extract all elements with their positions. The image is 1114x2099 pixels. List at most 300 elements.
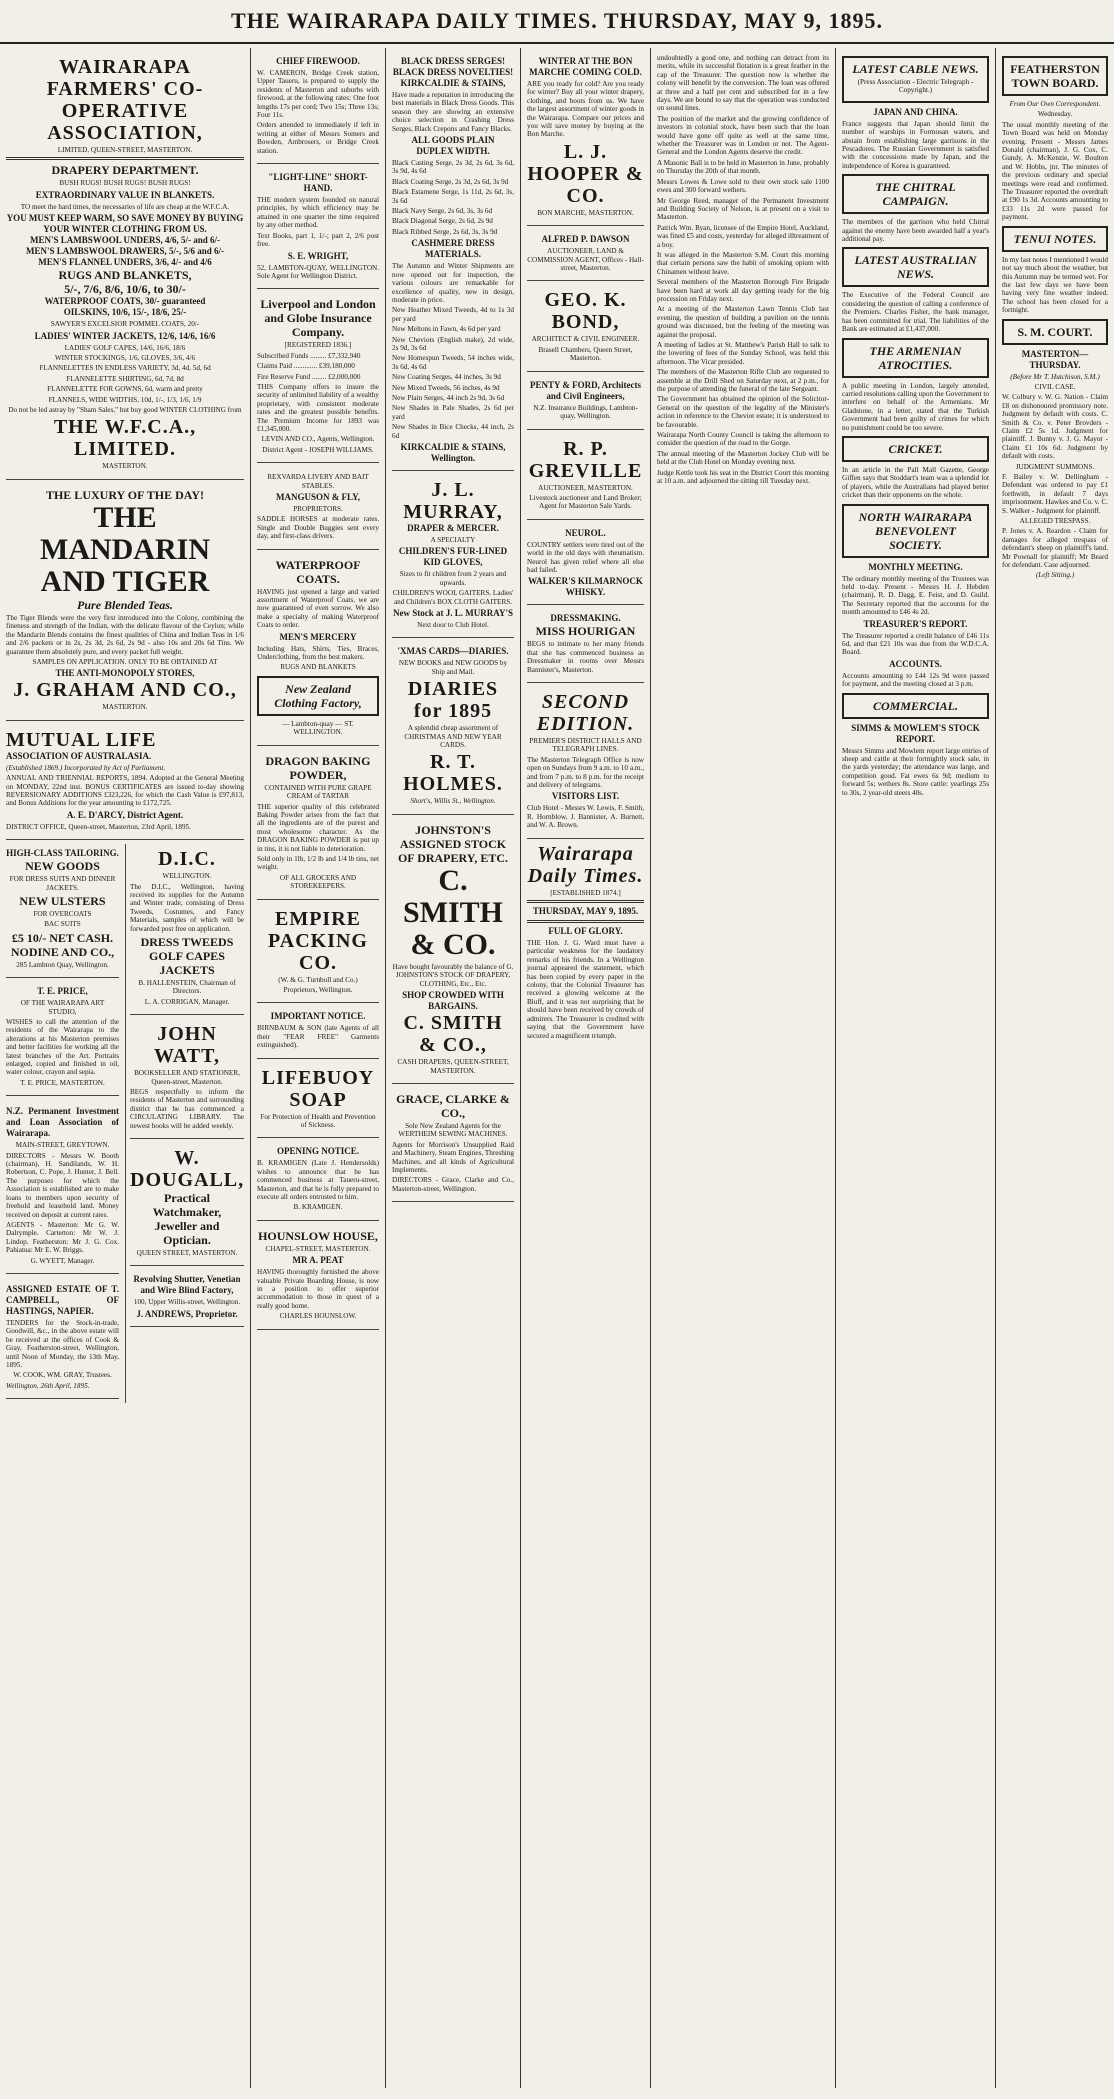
bond-sub: ARCHITECT & CIVIL ENGINEER.	[531, 335, 640, 344]
serge-line-6: Black Ribbed Serge, 2s 6d, 3s, 3s 9d	[392, 227, 498, 236]
penty-addr: N.Z. Insurance Buildings, Lambton-quay, Wellington.	[533, 403, 638, 421]
smith-body: Have bought favourably the balance of G. JOHNSTON'S STOCK OF DRAPERY, CLOTHING, Etc., Etc.	[392, 962, 514, 988]
watt-name: JOHN WATT,	[154, 1023, 220, 1068]
neurol-advert	[527, 524, 644, 606]
insurance-line-1: Subscribed Funds ......... £7,332,940	[257, 351, 361, 360]
dougall-addr: QUEEN STREET, MASTERTON.	[136, 1249, 238, 1258]
cash-line-4: New Homespun Tweeds, 54 inches wide, 3s 6d, 4s 6d	[392, 354, 514, 371]
price-body: WISHES to call the attention of the residents of the Wairarapa to the alterations at his Masterton premises and better facilities for working all the latest branches of the Art. Portraits enlarged, copied and finished in oil, water colour, crayon and sepia.	[6, 1018, 119, 1077]
dic-title: D.I.C.	[158, 848, 216, 871]
murray-specialty: A SPECIALTY	[430, 536, 476, 544]
bon-marche-advert	[527, 52, 644, 226]
anti-monopoly: THE ANTI-MONOPOLY STORES,	[55, 668, 195, 679]
news-para-1: undoubtedly a good one, and nothing can detract from its merits, while its successful flotation is a great feather in the cap of the Treasurer. The question now is whether the colony will benefit by the conversion. The loan was offered at three and a half per cent and subscribed for in a few days. We are bound to say that the operation was conducted on sound lines.	[657, 54, 829, 113]
cash-line-3: New Cheviots (English make), 2d wide, 2s 9d, 3s 6d	[392, 335, 514, 352]
price-line-3: MEN'S FLANNEL UNDERS, 3/6, 4/- and 4/6	[38, 257, 212, 268]
graham-name: J. GRAHAM AND CO.,	[13, 679, 237, 702]
dic-jackets: JACKETS	[159, 963, 215, 977]
new-ulsters: NEW ULSTERS	[19, 893, 106, 908]
price-line-8: SAWYER'S EXCELSIOR POMMEL COATS, 20/-	[50, 320, 200, 329]
price-school: OF THE WAIRARAPA ART STUDIO,	[20, 999, 105, 1016]
price-close: T. E. PRICE, MASTERTON.	[20, 1078, 105, 1087]
split-row	[6, 844, 244, 1403]
lifebuoy-advert	[257, 1063, 379, 1139]
wfca-town: MASTERTON.	[102, 462, 148, 471]
wfca-title: WAIRARAPA FARMERS' CO-OPERATIVE ASSOCIATION,	[46, 56, 204, 144]
australian-heading: LATEST AUSTRALIAN NEWS.	[842, 247, 989, 287]
nz-clothing-factory: New Zealand Clothing Factory,	[257, 676, 379, 716]
opening-heading: OPENING NOTICE.	[276, 1146, 359, 1157]
cashmere-body: The Autumn and Winter Shipments are now opened out for inspection, the various colours are remarkable for excellence of quality, new in design, moderate in price.	[392, 262, 514, 304]
mercery-body: Including Hats, Shirts, Ties, Braces, Underclothing, from the best makers.	[257, 644, 379, 662]
mercery-heading: MEN'S MERCERY	[279, 631, 357, 642]
mutual-title: MUTUAL LIFE	[6, 728, 157, 751]
diaries-heading: DIARIES for 1895	[407, 678, 499, 723]
news-para-11: The members of the Masterton Rifle Club are requested to assemble at the Drill Shed on Saturday next, at 2 p.m., for the purpose of attending the funeral of the late Sergeant.	[657, 368, 829, 394]
keep-warm-line: YOU MUST KEEP WARM, SO SAVE MONEY BY BUYING YOUR WINTER CLOTHING FROM US.	[6, 213, 244, 235]
insurance-agents: LEVIN AND CO., Agents, Wellington.	[261, 435, 375, 444]
serge-line-3: Black Estamene Serge, 1s 11d, 2s 6d, 3s, 3s 6d	[392, 188, 514, 205]
japan-body: France suggests that Japan should limit the number of warships in Formosan waters, and abstain from establishing large garrisons in the Pescadores. The Russian Government is satisfied with the concessions made by Japan, and the independence of Korea is guaranteed.	[842, 119, 989, 170]
shorthand-advert	[257, 168, 379, 289]
lifebuoy-title: LIFEBUOY SOAP	[261, 1066, 375, 1111]
wfca-advert	[6, 52, 244, 480]
column-1	[0, 48, 250, 2088]
masthead	[0, 0, 1114, 44]
armenian-heading: THE ARMENIAN ATROCITIES.	[842, 338, 989, 378]
news-para-12: The Government has obtained the opinion of the Solicitor-General on the question of the legality of the Minister's action in reference to the Cheviot estate; it is understood to be favourable.	[657, 395, 829, 429]
dic-advert	[130, 844, 244, 1015]
dawson-sub: AUCTIONEER, LAND & COMMISSION AGENT, Offices - Hall-street, Masterton.	[527, 247, 644, 273]
dragon-heading: DRAGON BAKING POWDER,	[265, 753, 371, 782]
news-para-4: Messrs Lowes & Lowe sold to their own stock sale 1100 ewes and 300 forward wethers.	[657, 177, 829, 195]
wright-name: S. E. WRIGHT,	[287, 250, 349, 261]
firewood-advert	[257, 52, 379, 164]
black-serges-body: Have made a reputation in introducing the best materials in Black Dress Goods. This season they are showing an extensive choice selection in Crashing Dress Serges, Black Crepons and Fancy Blacks.	[392, 91, 514, 133]
news-para-13: Wairarapa North County Council is taking the afternoon to consider the question of the road to the Gorge.	[657, 431, 829, 448]
cricket-body: In an article in the Pall Mall Gazette, George Giffen says that Stoddart's team was a splendid lot of players, while the Australians had played better cricket than their opponents on the whole.	[842, 465, 989, 500]
price-line-13: FLANNELETTE SHIRTING, 6d, 7d, 8d	[66, 374, 184, 383]
news-para-8: Several members of the Masterton Borough Fire Brigade have been hard at work all day getting ready for the big procession on Friday next.	[657, 278, 829, 303]
featherston-sub: From Our Own Correspondent.	[1009, 100, 1101, 108]
hooper-sub: BON MARCHE, MASTERTON.	[537, 208, 634, 217]
judgment-body: F. Bailey v. W. Dellingham - Defendant was ordered to pay £1 forthwith, in default 7 days imprisonment. Hawkes and Co. v. C. S. Walker - Judgment for plaintiff.	[1002, 473, 1108, 515]
dragon-sold: Sold only in 1lb, 1/2 lb and 1/4 lb tins, net weight.	[257, 854, 379, 872]
news-para-6: Patrick Wm. Ryan, licensee of the Empire Hotel, Auckland, was fined £5 and costs, yesterday for alleged illtreatment of a boy.	[657, 223, 829, 249]
divider	[6, 157, 244, 160]
firewood-heading: CHIEF FIREWOOD.	[276, 56, 360, 66]
assigned-title: ASSIGNED ESTATE OF T. CAMPBELL, OF HASTINGS, NAPIER.	[6, 1283, 119, 1316]
court-heading: S. M. COURT.	[1002, 319, 1108, 345]
second-body: The Masterton Telegraph Office is now open on Sundays from 9 a.m. to 10 a.m., and from 7 p.m. to 8 p.m. for the receipt and delivery of telegrams.	[527, 755, 644, 789]
alleged-body: P. Jones v. A. Reardon - Claim for damages for alleged trespass of defendant's sheep on plaintiff's land. Mr Pownall for plaintiff; Mr Beard for defendant. Case adjourned.	[1002, 527, 1108, 570]
newspaper-title: THE WAIRARAPA DAILY TIMES. THURSDAY, MAY 9, 1895.	[231, 8, 883, 33]
price-name: T. E. PRICE,	[37, 986, 88, 997]
serge-line-4: Black Navy Serge, 2s 6d, 3s, 3s 6d	[392, 207, 493, 216]
neurol-heading: NEUROL.	[565, 527, 606, 538]
grace-directors: DIRECTORS - Grace, Clarke and Co., Masterton-street, Wellington.	[392, 1176, 514, 1193]
price-line-11: WINTER STOCKINGS, 1/6, GLOVES, 3/6, 4/6	[54, 354, 196, 363]
peat-body: HAVING thoroughly furnished the above valuable Private Boarding House, is now in a position to offer superior accommodation to those in quest of a really good home.	[257, 1268, 379, 1310]
opening-body: B. KRAMIGEN (Late J. Hendersolds) wishes to announce that he has commenced business at Taueru-street, Masterton, and that he is fully prepared to execute all orders entrusted to him.	[257, 1159, 379, 1202]
livery-title: REXVARDA LIVERY AND BAIT STABLES.	[267, 473, 369, 490]
column-6	[835, 48, 995, 2088]
second-edition	[527, 687, 644, 839]
winter-heading: WINTER AT THE BON MARCHE COMING COLD.	[529, 56, 642, 77]
xmas-heading: 'XMAS CARDS—DIARIES.	[397, 646, 509, 657]
cash-line-2: New Meltons in Fawn, 4s 6d per yard	[392, 325, 501, 334]
xmas-body: NEW BOOKS and NEW GOODS by Ship and Mail.	[398, 659, 508, 676]
lightline-heading: "LIGHT-LINE" SHORT-HAND.	[268, 172, 368, 194]
murray-gloves-body: Sizes to fit children from 2 years and upwards.	[399, 570, 507, 587]
opening-notice	[257, 1142, 379, 1220]
sham-sales-line: Do not be led astray by "Sham Sales," but buy good WINTER CLOTHING from	[8, 406, 242, 415]
serge-line-2: Black Coating Serge, 2s 3d, 2s 6d, 3s 9d	[392, 177, 509, 186]
dragon-agents: OF ALL GROCERS AND STOREKEEPERS.	[279, 873, 357, 891]
watt-advert	[130, 1019, 244, 1139]
important-body: BIRNBAUM & SON (late Agents of all their "FEAR FREE" Garments extinguished).	[257, 1024, 379, 1050]
dress-suits: FOR DRESS SUITS AND DINNER JACKETS.	[9, 875, 116, 892]
nz-clothing-addr: — Lambton-quay — ST. WELLINGTON.	[282, 719, 354, 737]
dic-manager: L. A. CORRIGAN, Manager.	[144, 997, 230, 1006]
daily-title: Wairarapa Daily Times.	[527, 842, 644, 887]
daily-est: [ESTABLISHED 1874.]	[550, 888, 621, 897]
column-7	[995, 48, 1114, 2088]
wfca-intro: TO meet the hard times, the necessaries of life are cheap at the W.F.C.A.	[20, 202, 230, 211]
cash-line-5: New Coating Serges, 44 inches, 3s 9d	[392, 373, 501, 382]
rugs-heading: RUGS AND BLANKETS	[280, 663, 356, 672]
insurance-reg: [REGISTERED 1836.]	[284, 341, 352, 350]
empire-sub: (W. & G. Turnbull and Co.)	[278, 975, 358, 984]
insurance-body: THIS Company offers to insure the security of unlimited liability of a wealthy proprietary, with consistent moderate rates and the greatest possible benefits. The Premium Income for 1893 was £1,345,000.	[257, 382, 379, 433]
bond-name: GEO. K. BOND,	[544, 289, 627, 334]
cash-line-8: New Shades in Pale Shades, 2s 6d per yard	[392, 404, 514, 421]
cash-line-6: New Mixed Tweeds, 56 inches, 4s 9d	[392, 383, 500, 392]
empire-title: EMPIRE PACKING CO.	[268, 907, 368, 974]
column-3	[385, 48, 520, 2088]
price-line-5: 5/-, 7/6, 8/6, 10/6, to 30/-	[64, 282, 186, 297]
price-line-2: MEN'S LAMBSWOOL DRAWERS, 5/-, 5/6 and 6/-	[25, 246, 225, 257]
bond-addr: Brasell Chambers, Queen Street, Masterton.	[538, 345, 633, 363]
latest-cable-heading: LATEST CABLE NEWS.	[852, 62, 979, 76]
grace-advert	[392, 1088, 514, 1202]
news-para-5: Mr George Reed, manager of the Permanent Investment and Building Society of Nelson, is at present on a visit to Masterton.	[657, 196, 829, 222]
cricket-heading: CRICKET.	[842, 436, 989, 462]
second-heading: SECOND EDITION.	[536, 690, 635, 735]
dic-golf-capes: GOLF CAPES	[149, 949, 225, 963]
visitors-body: Club Hotel - Messrs W. Lewis, F. Smith, R. Hornblow, J. Bannister, A. Burnett, and W. A. Brown.	[527, 804, 644, 830]
firewood-close: Orders attended to immediately if left in writing at either of Messrs Somers and Bowden, Ambrosers, or Bridge Creek station.	[257, 121, 379, 155]
simms-body: Messrs Simms and Mowlem report large entries of sheep and cattle at their fortnightly stock sale, in the yards yesterday; the attendance was large, and competition good. Fat ewes 6s 9d; medium to forward 5s; wethers 8s. Store cattle: yearlings 25s to 30s, 2 year-old steers 40s.	[842, 746, 989, 797]
editorial	[527, 843, 644, 1040]
murray-next: Next door to Club Hotel.	[417, 621, 489, 630]
insurance-district-agent: District Agent - JOSEPH WILLIAMS.	[262, 445, 374, 454]
mangusson-body: SADDLE HORSES at moderate rates. Single and Double Buggies sent every day, and first-class drivers.	[257, 515, 379, 541]
murray-name: J. L. MURRAY,	[403, 479, 503, 523]
murray-new-stock: New Stock at J. L. MURRAY'S	[393, 608, 513, 619]
wfca-subtitle: LIMITED, QUEEN-STREET, MASTERTON.	[57, 146, 193, 154]
bank-body: DIRECTORS - Messrs W. Booth (chairman), H. Sandilands, W. H. Robertson, C. Pope, J. Hunter, J. Bell. The purposes for which the Association is established are to make loans to members upon security of freehold and leasehold land. Money received on deposit at current rates.	[6, 1151, 119, 1219]
grace-body: Agents for Morrison's Unsupplied Raid and Machinery, Steam Engines, Threshing Machines, and all kinds of Agricultural Implements.	[392, 1140, 514, 1174]
price-line-6: WATERPROOF COATS, 30/- guaranteed	[44, 296, 206, 307]
venetian-advert	[130, 1270, 244, 1326]
simms-heading: SIMMS & MOWLEM'S STOCK REPORT.	[851, 722, 980, 744]
wfca-ltd: THE W.F.C.A., LIMITED.	[53, 416, 197, 461]
diaries-body: A splendid cheap assortment of CHRISTMAS AND NEW YEAR CARDS.	[404, 724, 502, 750]
dougall-name: W. DOUGALL,	[130, 1147, 245, 1192]
murray-advert	[392, 475, 514, 638]
mutual-sub: ASSOCIATION OF AUSTRALASIA.	[6, 750, 152, 761]
dic-dress-tweeds: DRESS TWEEDS	[140, 935, 234, 949]
waterproof-body: HAVING just opened a large and varied assortment of Waterproof Coats, we are now guaranteed of even sorrow. We also make a specialty of making Waterproof Coats to order.	[257, 587, 379, 630]
dic-chairman: B. HALLENSTEIN, Chairman of Directors.	[138, 979, 236, 996]
johnston-advert	[392, 819, 514, 1084]
mutual-life-advert	[6, 725, 244, 840]
featherston-date: Wednesday.	[1037, 110, 1073, 119]
tenui-heading: TENUI NOTES.	[1002, 226, 1108, 252]
insurance-title: Liverpool and London and Globe Insurance Company.	[260, 297, 376, 340]
shop-crowded: SHOP CROWDED WITH BARGAINS.	[402, 990, 504, 1012]
kirkcaldie-advert	[392, 52, 514, 471]
murray-sub: DRAPER & MERCER.	[407, 523, 499, 533]
dic-body: The D.I.C., Wellington, having received its supplies for the Autumn and Winter trade, consisting of Dress Tweeds, Costumes, and Fancy Materials, samples of which will be forwarded post free on application.	[130, 882, 244, 933]
dougall-advert	[130, 1143, 244, 1266]
price-line-14: FLANNELETTE FOR GOWNS, 6d, warm and pretty	[47, 385, 203, 394]
penty-advert	[527, 376, 644, 430]
assigned-estate-advert	[6, 1278, 119, 1399]
bac-suits: BAC SUITS	[44, 920, 81, 929]
benevolent-heading: NORTH WAIRARAPA BENEVOLENT SOCIETY.	[842, 504, 989, 558]
cashmere-heading: CASHMERE DRESS MATERIALS.	[411, 238, 495, 260]
holmes-advert	[392, 642, 514, 814]
pure-teas: Pure Blended Teas.	[77, 597, 173, 612]
loan-association-advert	[6, 1100, 119, 1274]
news-para-2: The position of the market and the growing confidence of investors in colonial stock, have been such that the loan would have gone off quite as well at the same time, whether the Treasurer was in London or not. The Agent-General and the London Agents deserve the credit.	[657, 114, 829, 157]
samples-line: SAMPLES ON APPLICATION. ONLY TO BE OBTAINED AT	[32, 657, 218, 666]
smith2-sub: CASH DRAPERS, QUEEN-STREET, MASTERTON.	[397, 1058, 509, 1075]
court-sub: MASTERTON—THURSDAY.	[1021, 348, 1089, 370]
hooper-name: L. J. HOOPER & CO.	[527, 140, 644, 207]
mangusson-sub: PROPRIETORS.	[293, 505, 343, 513]
price-line-15: FLANNELS, WIDE WIDTHS, 10d, 1/-, 1/3, 1/6, 1/9	[48, 395, 202, 404]
drapery-heading: DRAPERY DEPARTMENT.	[51, 163, 199, 178]
tiger-description: The Tiger Blends were the very first introduced into the Colony, combining the fineness and strength of the Indian, with the delicate flavour of the Ceylon; while the Mandarin Blends contains the finest qualities of China and Indian Teas in 1/6 and 2/6 packets or in 2s, 2s 3d, 2s 6d, 2s 9d - also 10s and 20s 6d Tins. We guarantee them absolutely pure, and every packet full weight.	[6, 613, 244, 656]
civil-heading: CIVIL CASE.	[1034, 382, 1076, 391]
penty-name: PENTY & FORD, Architects and Civil Engineers,	[530, 379, 641, 401]
treasurer-heading: TREASURER'S REPORT.	[863, 618, 968, 629]
featherston-heading: FEATHERSTON TOWN BOARD.	[1002, 56, 1108, 96]
lifebuoy-sub: For Protection of Health and Prevention of Sickness.	[260, 1112, 376, 1129]
shorts-line: Short's, Willis St., Wellington.	[410, 797, 496, 806]
chitral-body: The members of the garrison who held Chitral against the enemy have been awarded half a year's additional pay.	[842, 218, 989, 244]
peat-close: CHARLES HOUNSLOW.	[279, 1312, 357, 1321]
insurance-advert	[257, 293, 379, 463]
lightline-price: Text Books, part 1, 1/-; part 2, 2/6 post free.	[257, 231, 379, 249]
dic-city: WELLINGTON.	[162, 872, 212, 881]
tailoring-advert	[6, 844, 119, 978]
cable-box	[842, 56, 989, 103]
news-para-15: Judge Kettle took his seat in the District Court this morning at 10 a.m. and adjourned the sitting till Tuesday next.	[657, 468, 829, 486]
tailoring-heading: HIGH-CLASS TAILORING.	[6, 848, 119, 859]
bond-advert	[527, 285, 644, 371]
empire-prop: Proprietors, Wellington.	[283, 985, 353, 994]
livery-advert	[257, 467, 379, 549]
divider	[527, 900, 644, 903]
bank-manager: G. WYETT, Manager.	[30, 1256, 95, 1265]
hounslow-sub: CHAPEL-STREET, MASTERTON.	[265, 1244, 371, 1253]
dawson-advert	[527, 230, 644, 281]
mandarin-tiger-title: THE MANDARIN AND TIGER	[40, 500, 210, 598]
extraordinary-line: EXTRAORDINARY VALUE IN BLANKETS.	[35, 189, 215, 200]
bank-agents: AGENTS - Masterton: Mr G. W. Dalrymple. Carterton: Mr W. J. Lindop. Featherston: Mr J. G. Cox. Pahiatua: Mr E. W. Briggs.	[6, 1220, 119, 1255]
mangusson-name: MANGUSON & FLY,	[275, 492, 361, 502]
news-para-7: It was alleged in the Masterton S.M. Court this morning that certain persons saw the habit of smoking opium with Chinamen without leave.	[657, 250, 829, 276]
smith-name: C. SMITH & CO.	[402, 863, 504, 961]
australian-body: The Executive of the Federal Council are considering the question of calling a conference of the Premiers. Charles Fisher, the bank manager, has been committed for trial. The liabilities of the Bank are estimated at £1,437,000.	[842, 291, 989, 334]
price-line-9: LADIES' WINTER JACKETS, 12/6, 14/6, 16/6	[34, 330, 216, 341]
news-para-9: At a meeting of the Masterton Lawn Tennis Club last evening, the question of building a pavilion on the tennis ground was discussed, but the feeling of the meeting was against the proposal.	[657, 305, 829, 339]
watt-trade: BOOKSELLER AND STATIONER, Queen-street, Masterton.	[134, 1069, 240, 1086]
monthly-heading: MONTHLY MEETING.	[868, 561, 963, 572]
judgment-heading: JUDGMENT SUMMONS.	[1015, 462, 1095, 471]
court-body: W. Colbury v. W. G. Nation - Claim £8 on dishonoured promissory note. Judgment by default with costs. C. Smith & Co. v. Peter Brovders - Claim £2 5s 1d. Judgment for plaintiff. J. Bunny v. J. G. Mayor - Claim £1 10s 6d. Judgment by default with costs.	[1002, 393, 1108, 461]
mutual-body: ANNUAL AND TRIENNIAL REPORTS, 1894. Adopted at the General Meeting on MONDAY, 22nd inst. BONUS CERTIFICATES are issued to-day showing REVERSIONARY ADDITIONS £323,226, for which the Cash Value is £97,813, and Bonus Additions for the year amounting to £172,725.	[6, 774, 244, 808]
price-advert	[6, 982, 119, 1096]
benevolent-body: The ordinary monthly meeting of the Trustees was held to-day. Present - Messrs H. J. Hebden (chairman), R. D. Dagg, E. Feist, and D. Guild. The Secretary reported that the accounts for the month amounted to £46 4s 2d.	[842, 574, 989, 617]
price-line-1: MEN'S LAMBSWOOL UNDERS, 4/6, 5/- and 6/-	[29, 235, 221, 246]
hounslow-title: HOUNSLOW HOUSE,	[258, 1228, 378, 1243]
price-line-12: FLANNELETTES IN ENDLESS VARIETY, 3d, 4d, 5d, 6d	[39, 364, 211, 373]
neurol-body: COUNTRY settlers were tired out of the world in the old days with rheumatism. Neurol has given relief where all else had failed.	[527, 540, 644, 574]
nodine-addr: 285 Lambton Quay, Wellington.	[16, 960, 109, 969]
armenian-body: A public meeting in London, largely attended, carried resolutions calling upon the Government to interfere on behalf of the Armenians. Mr Gladstone, in a letter, stated that the Turkish Government had been guilty of crimes for which no punishment could be too severe.	[842, 381, 989, 432]
dragon-advert	[257, 750, 379, 900]
holmes-name: R. T. HOLMES.	[403, 751, 503, 796]
second-sub: PREMIER'S DISTRICT HALLS AND TELEGRAPH LINES.	[529, 736, 642, 754]
left-subcolumn	[6, 844, 119, 1403]
dressmaking-advert	[527, 609, 644, 683]
insurance-line-3: Fire Reserve Fund ........ £2,000,000	[257, 372, 361, 381]
cash-line-9: New Shades in Bice Checks, 44 inch, 2s 6d	[392, 423, 514, 440]
editorial-body: THE Hon. J. G. Ward must have a particular weakness for the laudatory remarks of his friends. In a Wellington journal appeared the statement, which has been copied by every paper in the colony, that the Colonial Treasurer has received a glowing welcome at the Bluff, and it was not surprising that he should have been received by crowds of admirers. The Treasurer is credited with saying that the Government have secured a magnificent triumph.	[527, 939, 644, 1040]
net-cash-price: £5 10/- NET CASH.	[11, 930, 114, 945]
cash-line-7: New Plain Serges, 44 inch 2s 9d, 3s 6d	[392, 393, 505, 402]
serge-line-5: Black Diagonal Serge, 2s 6d, 2s 9d	[392, 217, 493, 226]
tea-advert	[6, 484, 244, 721]
hourigan-body: BEGS to intimate to her many friends that she has commenced business as Dressmaker in rooms over Messrs Bannister's, Masterton.	[527, 640, 644, 674]
column-4	[520, 48, 650, 2088]
new-goods: NEW GOODS	[25, 859, 100, 874]
grace-name: GRACE, CLARKE & CO.,	[396, 1091, 510, 1120]
treasurer-body: The Treasurer reported a credit balance of £46 11s 6d, and that £21 10s was due from the W.D.C.A. Board.	[842, 631, 989, 657]
greville-body: Livestock auctioneer and Land Broker; Agent for Masterton Sale Yards.	[529, 493, 642, 511]
lightline-body: THE modern system founded on natural principles, by which efficiency may be attained in one quarter the time required by any other method.	[257, 196, 379, 230]
latest-cable-sub: (Press Association - Electric Telegraph - Copyright.)	[857, 78, 974, 95]
visitors-heading: VISITORS LIST.	[551, 791, 620, 802]
important-notice	[257, 1007, 379, 1058]
waterproof-heading: WATERPROOF COATS.	[275, 557, 361, 586]
left-sitting: (Left Sitting.)	[1035, 571, 1075, 580]
important-heading: IMPORTANT NOTICE.	[270, 1011, 366, 1022]
accounts-body: Accounts amounting to £44 12s 9d were passed for payment, and the meeting closed at 3 p.m.	[842, 671, 989, 689]
venetian-addr: 100, Upper Willis-street, Wellington.	[133, 1298, 241, 1307]
commercial-heading: COMMERCIAL.	[842, 693, 989, 719]
kirkcaldie-close: KIRKCALDIE & STAINS, Wellington.	[400, 442, 506, 463]
mutual-est: (Established 1869.) Incorporated by Act of Parliament.	[6, 763, 166, 772]
dawson-name: ALFRED P. DAWSON	[541, 234, 630, 245]
mutual-addr: DISTRICT OFFICE, Queen-street, Masterton, 23rd April, 1895.	[6, 822, 191, 831]
column-2	[250, 48, 385, 2088]
greville-advert	[527, 434, 644, 520]
bank-sub: MAIN-STREET, GREYTOWN.	[15, 1141, 110, 1150]
overcoats: FOR OVERCOATS	[33, 909, 92, 918]
venetian-prop: J. ANDREWS, Proprietor.	[136, 1308, 238, 1319]
full-of-glory: FULL OF GLORY.	[548, 926, 623, 937]
insurance-line-2: Claims Paid ............. £39,180,000	[257, 362, 355, 371]
nodine-name: NODINE AND CO.,	[10, 944, 115, 959]
black-serges-heading: BLACK DRESS SERGES! BLACK DRESS NOVELTIES! KIRKCALDIE & STAINS,	[392, 56, 514, 88]
dragon-sub: CONTAINED WITH PURE GRAPE CREAM of TARTAR	[264, 783, 372, 801]
peat-name: MR A. PEAT	[292, 1255, 344, 1266]
murray-gaiters: CHILDREN'S WOOL GAITERS. Ladies' and Children's BOX CLOTH GAITERS.	[392, 589, 514, 606]
watt-body: BEGS respectfully to inform the residents of Masterton and surrounding district that he has commenced a CIRCULATING LIBRARY. The newest books will be added weekly.	[130, 1088, 244, 1130]
winter-body: ARE you ready for cold? Are you ready for winter? Buy all your winter drapery, clothing, and boots from us. We have the largest assortment of winter goods in the Wairarapa. Compare our prices and you will save money by buying at the Bon Marche.	[527, 80, 644, 139]
firewood-body: W. CAMERON, Bridge Creek station, Upper Taueru, is prepared to supply the residents of Masterton and suburbs with firewood, at the following rates: One foot lengths 17s per cord; Two 15s; Three 13s; Four 11s.	[257, 69, 379, 120]
mutual-agent: A. E. D'ARCY, District Agent.	[66, 809, 184, 820]
dragon-body: THE superior quality of this celebrated Baking Powder arises from the fact that all the ingredients are of the purest and most wholesome character. As the DRAGON BAKING POWDER is put up in tins, it is not liable to deterioration.	[257, 802, 379, 853]
price-line-10: LADIES' GOLF CAPES, 14/6, 16/6, 18/6	[64, 343, 186, 352]
price-line-4: RUGS AND BLANKETS,	[58, 268, 192, 283]
news-para-10: A meeting of ladies at St. Matthew's Parish Hall to talk to the lowering of fees of the Sunday School, was held this afternoon. The Vicar presided.	[657, 341, 829, 366]
greville-name: R. P. GREVILLE	[528, 437, 643, 482]
serge-line-1: Black Casting Serge, 2s 3d, 2s 6d, 3s 6d, 3s 9d, 4s 6d	[392, 159, 514, 176]
luxury-heading: THE LUXURY OF THE DAY!	[45, 487, 205, 502]
price-line-7: OILSKINS, 10/6, 15/-, 18/6, 25/-	[63, 307, 187, 318]
venetian-title: Revolving Shutter, Venetian and Wire Blind Factory,	[133, 1274, 241, 1296]
editorial-date: THURSDAY, MAY 9, 1895.	[532, 906, 639, 917]
smith2-name: C. SMITH & CO.,	[403, 1012, 503, 1057]
tenui-body: In my last notes I mentioned I would not say much about the weather, but this Autumn may be termed wet. For the last few days we have been having very fine weather indeed. The school has been closed for a fortnight.	[1002, 255, 1108, 315]
dougall-trade: Practical Watchmaker, Jeweller and Optician.	[152, 1191, 222, 1248]
hourigan-name: MISS HOURIGAN	[535, 624, 636, 639]
japan-heading: JAPAN AND CHINA.	[873, 106, 958, 117]
divider	[527, 920, 644, 923]
news-para-14: The annual meeting of the Masterton Jockey Club will be held at the Club Hotel on Monday evening next.	[657, 449, 829, 467]
column-5	[650, 48, 835, 2088]
tenders-body: TENDERS for the Stock-in-trade, Goodwill, &c., in the above estate will be received at the offices of Cook & Gray, Featherston-street, Wellington, until Noon of Monday, the 13th May, 1895.	[6, 1318, 119, 1369]
bank-title: N.Z. Permanent Investment and Loan Association of Wairarapa.	[6, 1106, 119, 1139]
all-goods: ALL GOODS PLAIN DUPLEX WIDTH.	[411, 135, 495, 157]
tenders-date: Wellington, 26th April, 1895.	[6, 1381, 90, 1390]
chitral-heading: THE CHITRAL CAMPAIGN.	[842, 174, 989, 214]
trustees: W. COOK, WM. GRAY, Trustees.	[13, 1371, 112, 1380]
murray-gloves: CHILDREN'S FUR-LINED KID GLOVES,	[398, 546, 508, 568]
dressmaking-heading: DRESSMAKING.	[550, 613, 621, 624]
court-before: (Before Mr T. Hutchison, S.M.)	[1010, 372, 1100, 381]
bush-rugs-line: BUSH RUGS! BUSH RUGS! BUSH RUGS!	[59, 179, 191, 188]
right-subcolumn	[125, 844, 244, 1403]
graham-town: MASTERTON.	[102, 703, 148, 712]
featherston-body: The usual monthly meeting of the Town Board was held on Monday evening. Present - Messrs James Donald (chairman), J. G. Cox, C. Gundy, A. McKenzie, W. Boulton and W. Hobbs, jnr. The minutes of the previous ordinary and special meetings were read and confirmed. The Treasurer reported the overdraft at £90 1s 3d. Accounts amounting to £33 11s 2d were passed for payment.	[1002, 120, 1108, 222]
wright-addr: 52, LAMBTON-QUAY, WELLINGTON. Sole Agent for Wellington District.	[257, 263, 379, 280]
empire-advert	[257, 904, 379, 1004]
cash-line-1: New Heather Mixed Tweeds, 4d to 1s 3d per yard	[392, 306, 514, 323]
johnston-heading: JOHNSTON'S ASSIGNED STOCK OF DRAPERY, ETC.	[397, 822, 509, 865]
opening-name: B. KRAMIGEN.	[293, 1203, 343, 1212]
grace-sub: Sole New Zealand Agents for the WERTHEIM SEWING MACHINES.	[398, 1121, 508, 1139]
news-para-3: A Masonic Ball is to be held in Masterton in June, probably on Thursday the 20th of that month.	[657, 158, 829, 176]
hounslow-advert	[257, 1225, 379, 1330]
